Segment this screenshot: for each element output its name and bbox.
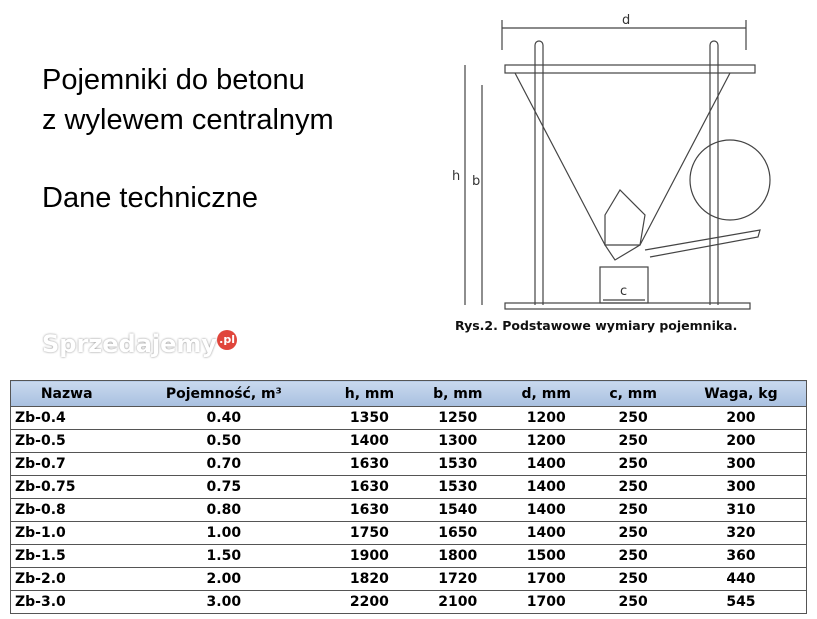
label-c: c [620,284,628,299]
table-cell: 1.50 [122,545,325,568]
table-cell: 360 [676,545,807,568]
table-cell: Zb-2.0 [11,568,123,591]
table-cell: 0.75 [122,476,325,499]
table-cell: 1400 [502,453,590,476]
table-cell: 1500 [502,545,590,568]
table-cell: 2200 [325,591,413,614]
table-cell: 0.40 [122,407,325,430]
table-cell: Zb-3.0 [11,591,123,614]
table-cell: 1540 [414,499,502,522]
watermark-logo [42,330,237,358]
table-cell: 1200 [502,407,590,430]
table-cell: 250 [590,407,675,430]
column-header: Nazwa [11,381,123,407]
table-cell: 300 [676,476,807,499]
watermark-text: Sprzedajemy [42,330,218,358]
table-cell: 250 [590,568,675,591]
table-cell: 320 [676,522,807,545]
table-cell: 250 [590,545,675,568]
column-header: d, mm [502,381,590,407]
table-cell: 1400 [502,499,590,522]
table-cell: 310 [676,499,807,522]
table-cell: Zb-0.5 [11,430,123,453]
table-row [11,568,807,591]
table-cell: 1200 [502,430,590,453]
table-cell: 1350 [325,407,413,430]
table-cell: Zb-1.0 [11,522,123,545]
table-cell: 1630 [325,453,413,476]
table-row [11,407,807,430]
table-cell: 545 [676,591,807,614]
table-cell: 1250 [414,407,502,430]
page-title [42,60,334,140]
table-cell: 200 [676,407,807,430]
table-cell: 250 [590,453,675,476]
table-cell: 2100 [414,591,502,614]
table-cell: 1630 [325,499,413,522]
table-cell: 1300 [414,430,502,453]
table-row [11,430,807,453]
table-cell: Zb-1.5 [11,545,123,568]
label-h: h [452,169,461,184]
table-cell: 1800 [414,545,502,568]
technical-data-table [10,380,807,614]
table-cell: 1820 [325,568,413,591]
table-cell: 1750 [325,522,413,545]
table-cell: 1700 [502,568,590,591]
table-cell: 0.50 [122,430,325,453]
table-cell: 250 [590,591,675,614]
table-cell: 1530 [414,476,502,499]
table-cell: Zb-0.75 [11,476,123,499]
table-cell: 250 [590,522,675,545]
table-cell: 200 [676,430,807,453]
table-cell: 3.00 [122,591,325,614]
column-header: c, mm [590,381,675,407]
title-line-1: Pojemniki do betonu [42,64,305,96]
table-cell: 1.00 [122,522,325,545]
container-diagram [440,5,780,315]
section-subtitle: Dane techniczne [42,182,259,214]
title-line-2: z wylewem centralnym [42,104,334,136]
table-header-row [11,381,807,407]
table-cell: 0.80 [122,499,325,522]
table-cell: 1700 [502,591,590,614]
table-row [11,522,807,545]
watermark-badge: .pl [217,330,237,350]
table-cell: Zb-0.4 [11,407,123,430]
diagram-caption: Rys.2. Podstawowe wymiary pojemnika. [455,318,738,333]
table-cell: 2.00 [122,568,325,591]
table-cell: 1400 [502,476,590,499]
column-header: Waga, kg [676,381,807,407]
table-cell: 440 [676,568,807,591]
table-cell: 250 [590,499,675,522]
table-cell: 0.70 [122,453,325,476]
table-row [11,591,807,614]
table-cell: 1900 [325,545,413,568]
table-cell: 250 [590,476,675,499]
label-d: d [622,13,631,28]
table-cell: 1400 [325,430,413,453]
column-header: b, mm [414,381,502,407]
column-header: Pojemność, m³ [122,381,325,407]
table-row [11,453,807,476]
table-cell: 300 [676,453,807,476]
table-cell: Zb-0.8 [11,499,123,522]
table-cell: Zb-0.7 [11,453,123,476]
table-row [11,499,807,522]
column-header: h, mm [325,381,413,407]
table-cell: 1530 [414,453,502,476]
table-cell: 1630 [325,476,413,499]
table-cell: 1720 [414,568,502,591]
table-cell: 1650 [414,522,502,545]
table-row [11,476,807,499]
table-cell: 1400 [502,522,590,545]
table-row [11,545,807,568]
label-b: b [472,174,481,189]
table-cell: 250 [590,430,675,453]
